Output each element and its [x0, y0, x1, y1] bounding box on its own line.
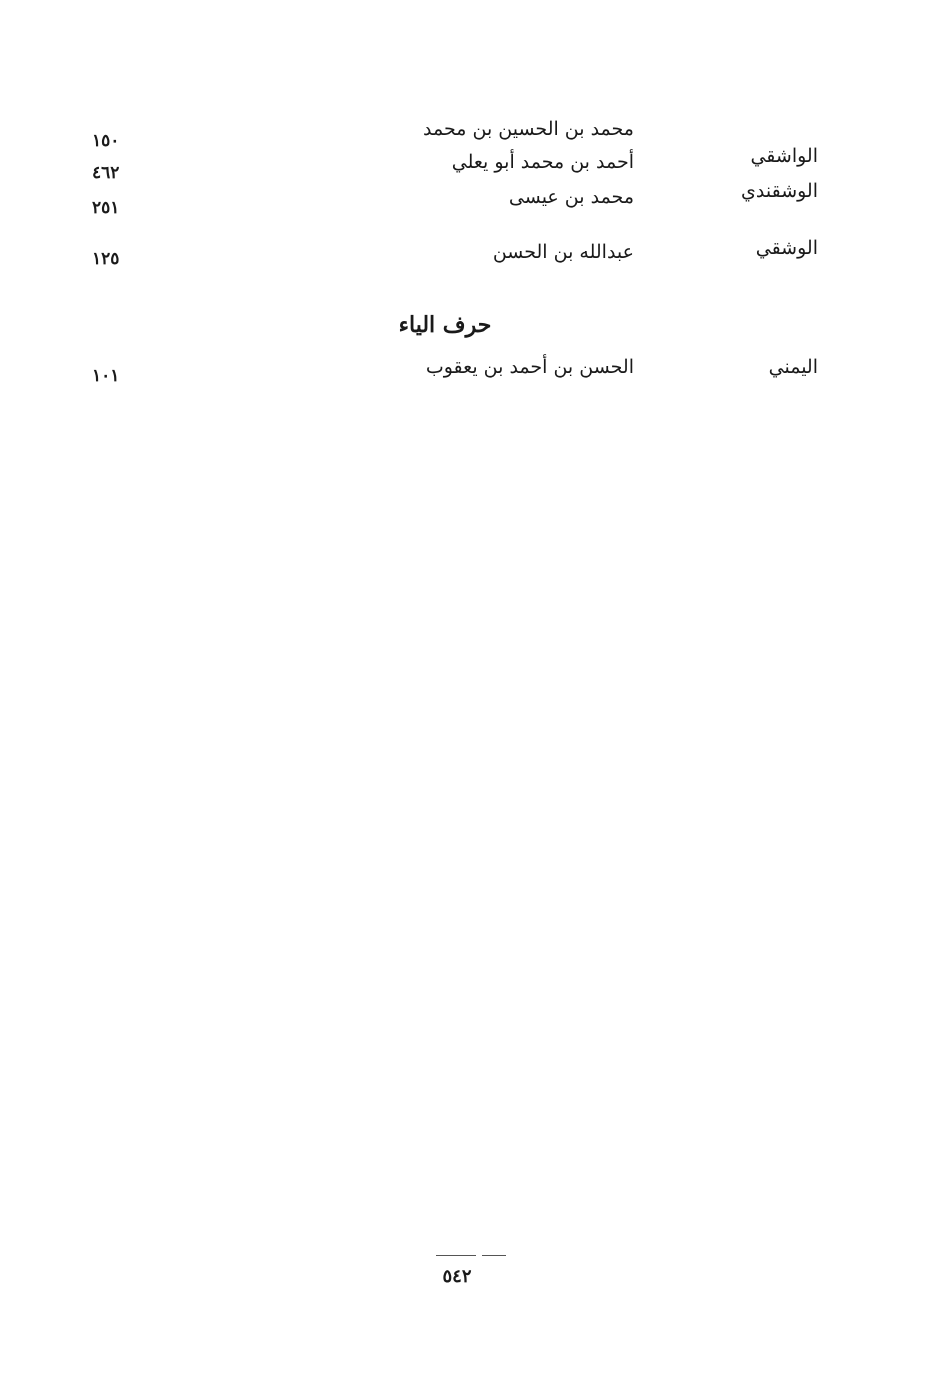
- footer-rule: [482, 1255, 506, 1256]
- entry-page-number: ١٥٠: [92, 131, 120, 151]
- entry-page-number: ١٢٥: [92, 249, 120, 269]
- entry-page-number: ٤٦٢: [92, 163, 120, 183]
- entry-page-number: ١٠١: [92, 366, 120, 386]
- entry-name: محمد بن عيسى: [508, 186, 634, 208]
- section-heading: حرف الياء: [398, 312, 492, 338]
- index-entry: [0, 145, 940, 183]
- entry-name: أحمد بن محمد أبو يعلي: [451, 151, 634, 173]
- footer-rule: [436, 1255, 476, 1256]
- page-number: ٥٤٢: [442, 1266, 472, 1287]
- index-entry: [0, 118, 940, 151]
- entry-nisba: الوشقندي: [741, 180, 818, 202]
- entry-name: عبدالله بن الحسن: [492, 241, 634, 263]
- entry-nisba: اليمني: [768, 356, 818, 378]
- entry-name: الحسن بن أحمد بن يعقوب: [425, 356, 634, 378]
- entry-page-number: ٢٥١: [92, 198, 120, 218]
- entry-nisba: الواشقي: [750, 145, 818, 167]
- index-entry: [0, 237, 940, 267]
- entry-name: محمد بن الحسين بن محمد: [423, 118, 634, 140]
- entry-nisba: الوشقي: [755, 237, 818, 259]
- index-entry: [0, 356, 940, 386]
- index-entry: [0, 180, 940, 218]
